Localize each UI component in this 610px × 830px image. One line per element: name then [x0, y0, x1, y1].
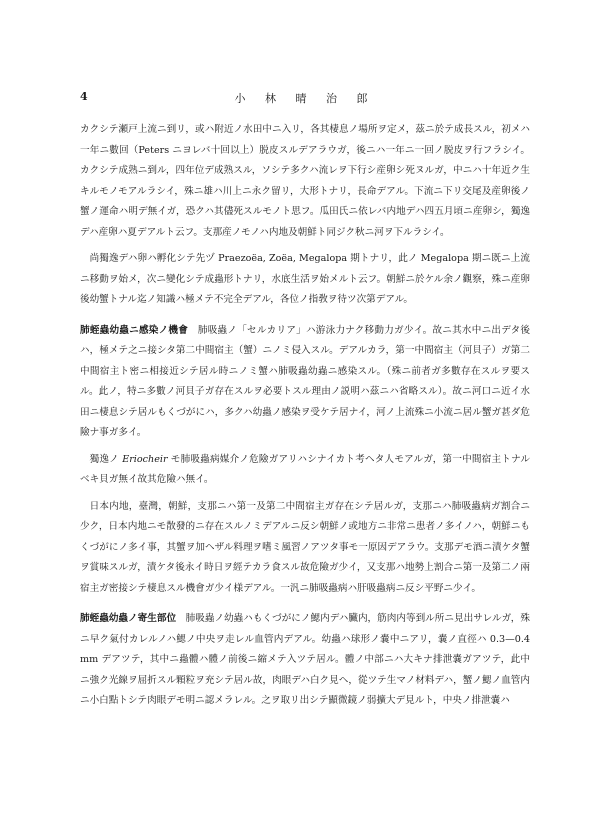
paragraph-text: 肺吸蟲ノ「セルカリア」ハ游泳力ナク移動力ガ少イ。故ニ其水中ニ出デタ後ハ，極メテ之ニ接シタ第二中間宿主（蟹）ニノミ侵入スル。デアルカラ，第一中間宿主（河貝子）ガ第二中間宿主ト密ニ相接近シテ居ル時ニノミ蟹ハ肺吸蟲幼蟲ニ感染スル。（殊ニ前者ガ多數存在スルヲ要スル。此ノ，特ニ多數ノ河貝子ガ存在スルヲ必要トスル理由ノ説明ハ茲ニハ省略スル）。故ニ河口ニ近イ水田ニ棲息シテ居ルもくづがにハ，多クハ幼蟲ノ感染ヲ受ケテ居ナイ，河ノ上流殊ニ小流ニ居ル蟹ガ甚ダ危險ナ事ガ多イ。: [80, 324, 530, 438]
paragraph-text: 尚獨逸デハ卵ハ孵化シテ先ヅ Praezoëa, Zoëa, Megalopa 期トナリ，此ノ Megalopa 期ニ既ニ上流ニ移動ヲ始メ，次ニ變化シテ成蟲形トナリ，水底生活ヲ始メルト云フ。朝鮮ニ於ケル余ノ觀察，殊ニ産卵後幼蟹トナル迄ノ知識ハ極メテ不完全デアル，各位ノ指敎ヲ待ツ次第デアル。: [80, 253, 530, 305]
paragraph-6: [80, 609, 530, 712]
paragraph-text: 日本内地，臺灣，朝鮮，支那ニハ第一及第二中間宿主ガ存在シテ居ルガ，支那ニハ肺吸蟲病ガ割合ニ少ク，日本内地ニモ散發的ニ存在スルノミデアルニ反シ朝鮮ノ或地方ニ非常ニ患者ノ多イノハ，朝鮮ニもくづがにノ多イ事，其蟹ヲ加ヘザル料理ヲ嗜ミ風習ノアツタ事モ一原因デアラウ。支那デモ酒ニ漬ケタ蟹ヲ賞味スルガ，漬ケタ後永イ時日ヲ經テカラ食スル故危險ガ少イ，又支那ハ地勢上割合ニ第一及第二ノ兩宿主ガ密接シテ棲息スル機會ガ少イ様デアル。一汎ニ肺吸蟲病ハ肝吸蟲病ニ反シ平野ニ少イ。: [80, 500, 530, 594]
section-heading-parasitic-site: 肺蛭蟲幼蟲ノ寄生部位: [80, 613, 177, 624]
latin-genus-name: Eriocheir: [122, 453, 168, 465]
paragraph-5: [80, 497, 530, 600]
paragraph-1: [80, 120, 530, 243]
page-number: 4: [80, 90, 88, 103]
paragraph-text: カクシテ瀬戸上流ニ到リ，或ハ附近ノ水田中ニ入リ，各其棲息ノ場所ヲ定メ，茲ニ於テ成長スル，初メハ一年ニ數回（Peters ニヨレバ十回以上）脱皮スルデアラウガ，後ニハ一年ニ一回ノ脱皮ヲ行フラシイ。カクシテ成熟ニ到ル，四年位デ成熟スル，ソシテ多クハ流レヲ下行シ産卵シ死ヌルガ，中ニハ十年近ク生キルモノモアルラシイ，殊ニ雄ハ川上ニ永ク留リ，大形トナリ，長命デアル。下流ニ下リ交尾及産卵後ノ蟹ノ運命ハ明デ無イガ，恐クハ其儘死スルモノト思フ。瓜田氏ニ依レバ内地デハ四五月頃ニ産卵シ，獨逸デハ産卵ハ夏デアルト云フ。支那産ノモノハ内地及朝鮮ト同ジク秋ニ河ヲ下ルラシイ。: [80, 124, 530, 238]
section-heading-infection: 肺蛭蟲幼蟲ニ感染ノ機會: [80, 324, 189, 336]
running-head: 小 林 晴 治 郎: [234, 92, 376, 105]
paragraph-2: [80, 249, 530, 311]
paragraph-prefix: 獨逸ノ: [89, 453, 119, 465]
paragraph-3: [80, 321, 530, 444]
paragraph-text: 肺吸蟲ノ幼蟲ハもくづがにノ鰓内デハ臟内，筋肉内等到ル所ニ見出サレルガ，殊ニ早ク氣付カレルノハ鰓ノ中央ヲ走レル血管内デアル。幼蟲ハ球形ノ嚢中ニアリ，嚢ノ直徑ハ 0.3—0.4 mm デアツテ，其中ニ蟲體ハ體ノ前後ニ縮メテ入ツテ居ル。體ノ中部ニハ大キナ排泄嚢ガアツテ，此中ニ強ク光線ヲ屈折スル顆粒ヲ充シテ居ル故，肉眼デハ白ク見ヘ，從ツテ生マノ材料デハ，蟹ノ鰓ノ血管内ニ小白點トシテ肉眼デモ明ニ認メラレル。之ヲ取リ出シテ顯微鏡ノ弱擴大デ見ルト，中央ノ排泄嚢ハ: [80, 613, 531, 706]
page-header: [80, 90, 530, 106]
paragraph-4: [80, 450, 530, 491]
body-text: [80, 120, 530, 718]
paragraph-text: モ肺吸蟲病媒介ノ危險ガアリハシナイカト考ヘタ人モアルガ，第一中間宿主トナルベキ貝ガ無イ故其危險ハ無イ。: [80, 453, 530, 485]
